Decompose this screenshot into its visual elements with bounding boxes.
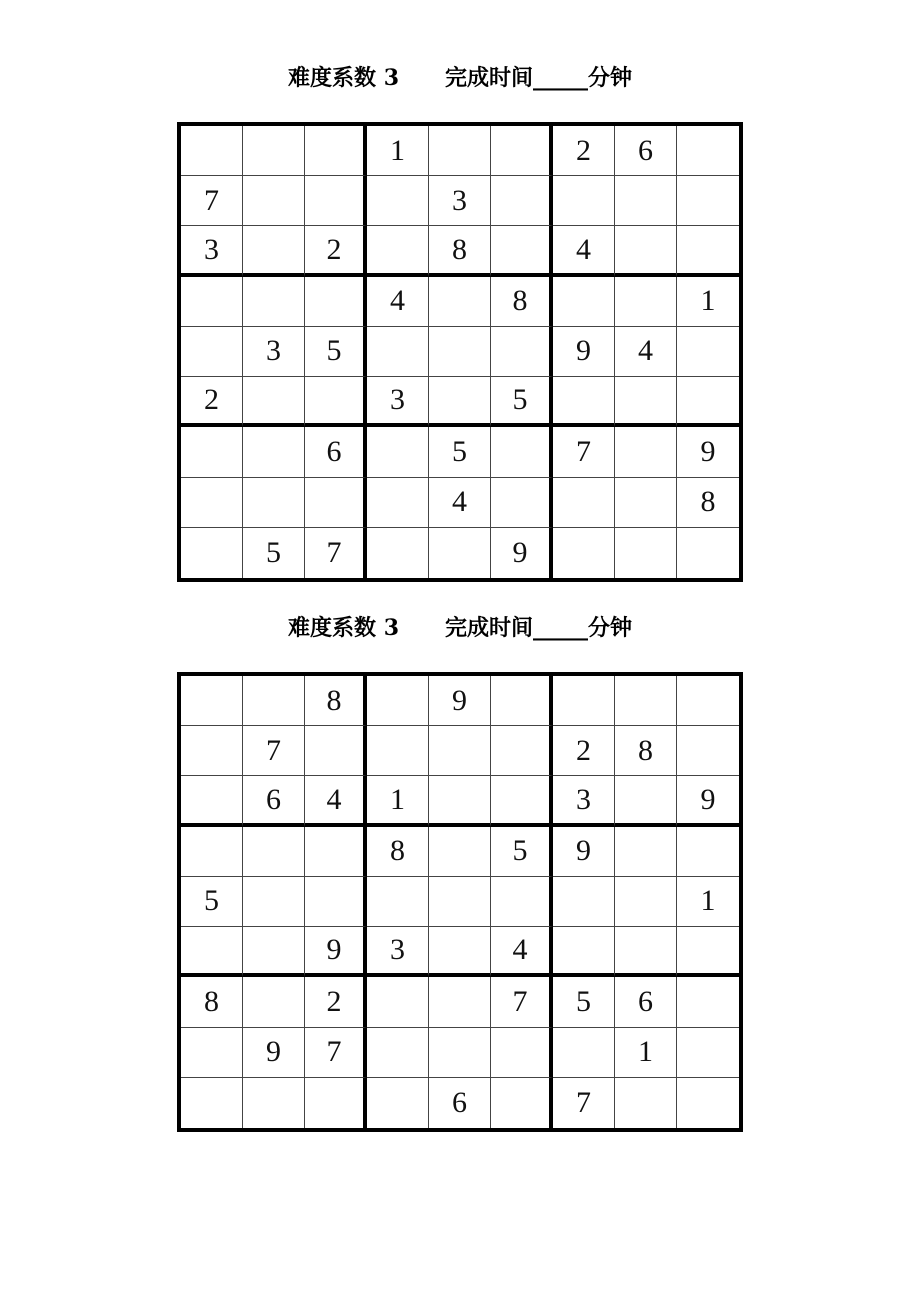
- sudoku-cell[interactable]: [429, 726, 491, 776]
- sudoku-cell[interactable]: [367, 977, 429, 1027]
- sudoku-cell[interactable]: [615, 877, 677, 927]
- sudoku-cell[interactable]: [367, 427, 429, 477]
- sudoku-cell[interactable]: [243, 226, 305, 276]
- sudoku-cell[interactable]: 4: [553, 226, 615, 276]
- sudoku-cell[interactable]: [243, 478, 305, 528]
- sudoku-cell[interactable]: [243, 427, 305, 477]
- sudoku-cell[interactable]: [243, 877, 305, 927]
- sudoku-cell[interactable]: 7: [243, 726, 305, 776]
- sudoku-cell[interactable]: [677, 528, 739, 578]
- sudoku-cell[interactable]: 3: [553, 776, 615, 826]
- sudoku-cell[interactable]: 3: [367, 377, 429, 427]
- sudoku-cell[interactable]: 7: [305, 1028, 367, 1078]
- sudoku-cell[interactable]: 8: [615, 726, 677, 776]
- sudoku-cell[interactable]: [491, 1028, 553, 1078]
- sudoku-cell[interactable]: [677, 126, 739, 176]
- sudoku-cell[interactable]: 7: [181, 176, 243, 226]
- sudoku-cell[interactable]: [491, 327, 553, 377]
- sudoku-cell[interactable]: [243, 676, 305, 726]
- sudoku-cell[interactable]: 9: [491, 528, 553, 578]
- sudoku-cell[interactable]: [181, 1028, 243, 1078]
- sudoku-cell[interactable]: [367, 676, 429, 726]
- sudoku-cell[interactable]: 4: [367, 277, 429, 327]
- sudoku-cell[interactable]: [181, 927, 243, 977]
- sudoku-cell[interactable]: [181, 676, 243, 726]
- sudoku-cell[interactable]: [181, 528, 243, 578]
- sudoku-cell[interactable]: 3: [367, 927, 429, 977]
- sudoku-cell[interactable]: [553, 676, 615, 726]
- sudoku-cell[interactable]: [429, 327, 491, 377]
- sudoku-cell[interactable]: [491, 726, 553, 776]
- sudoku-cell[interactable]: [243, 126, 305, 176]
- sudoku-cell[interactable]: [553, 176, 615, 226]
- sudoku-cell[interactable]: [243, 176, 305, 226]
- sudoku-cell[interactable]: [181, 776, 243, 826]
- sudoku-cell[interactable]: [429, 126, 491, 176]
- sudoku-cell[interactable]: 8: [491, 277, 553, 327]
- sudoku-cell[interactable]: 5: [491, 827, 553, 877]
- sudoku-cell[interactable]: [677, 1028, 739, 1078]
- sudoku-cell[interactable]: [367, 528, 429, 578]
- sudoku-cell[interactable]: [367, 327, 429, 377]
- sudoku-cell[interactable]: [491, 877, 553, 927]
- sudoku-cell[interactable]: 6: [429, 1078, 491, 1128]
- sudoku-cell[interactable]: 8: [677, 478, 739, 528]
- sudoku-cell[interactable]: [305, 277, 367, 327]
- sudoku-cell[interactable]: [677, 977, 739, 1027]
- sudoku-cell[interactable]: 3: [181, 226, 243, 276]
- sudoku-cell[interactable]: 7: [553, 427, 615, 477]
- sudoku-cell[interactable]: [491, 427, 553, 477]
- sudoku-cell[interactable]: 9: [553, 827, 615, 877]
- sudoku-cell[interactable]: 6: [243, 776, 305, 826]
- sudoku-cell[interactable]: [677, 226, 739, 276]
- sudoku-cell[interactable]: [181, 478, 243, 528]
- sudoku-cell[interactable]: [491, 776, 553, 826]
- sudoku-cell[interactable]: 7: [553, 1078, 615, 1128]
- sudoku-cell[interactable]: [181, 277, 243, 327]
- sudoku-cell[interactable]: [367, 478, 429, 528]
- sudoku-cell[interactable]: 5: [181, 877, 243, 927]
- sudoku-cell[interactable]: [491, 176, 553, 226]
- sudoku-cell[interactable]: 4: [305, 776, 367, 826]
- sudoku-cell[interactable]: [553, 277, 615, 327]
- sudoku-cell[interactable]: [677, 676, 739, 726]
- sudoku-cell[interactable]: 9: [243, 1028, 305, 1078]
- sudoku-cell[interactable]: [491, 478, 553, 528]
- puzzle-2-header: 难度系数 3 完成时间_____分钟: [288, 615, 632, 641]
- sudoku-cell[interactable]: 1: [367, 126, 429, 176]
- sudoku-cell[interactable]: [491, 676, 553, 726]
- sudoku-cell[interactable]: 1: [677, 877, 739, 927]
- sudoku-cell[interactable]: 8: [367, 827, 429, 877]
- sudoku-cell[interactable]: [305, 126, 367, 176]
- sudoku-cell[interactable]: [181, 427, 243, 477]
- sudoku-cell[interactable]: 8: [181, 977, 243, 1027]
- sudoku-cell[interactable]: [367, 877, 429, 927]
- sudoku-cell[interactable]: [367, 176, 429, 226]
- sudoku-cell[interactable]: 7: [491, 977, 553, 1027]
- sudoku-cell[interactable]: [615, 676, 677, 726]
- sudoku-cell[interactable]: 9: [677, 427, 739, 477]
- sudoku-cell[interactable]: 1: [615, 1028, 677, 1078]
- sudoku-cell[interactable]: [491, 126, 553, 176]
- sudoku-cell[interactable]: [553, 927, 615, 977]
- sudoku-cell[interactable]: [615, 528, 677, 578]
- sudoku-cell[interactable]: 6: [615, 126, 677, 176]
- sudoku-cell[interactable]: 5: [553, 977, 615, 1027]
- sudoku-cell[interactable]: [305, 827, 367, 877]
- sudoku-cell[interactable]: 9: [677, 776, 739, 826]
- sudoku-cell[interactable]: 2: [553, 726, 615, 776]
- sudoku-cell[interactable]: [243, 1078, 305, 1128]
- sudoku-cell[interactable]: 9: [429, 676, 491, 726]
- sudoku-grid-1: [177, 122, 743, 582]
- sudoku-cell[interactable]: [615, 226, 677, 276]
- sudoku-cell[interactable]: 5: [305, 327, 367, 377]
- sudoku-cell[interactable]: [677, 927, 739, 977]
- sudoku-cell[interactable]: [553, 478, 615, 528]
- puzzle-1-header: 难度系数 3 完成时间_____分钟: [288, 65, 632, 91]
- sudoku-cell[interactable]: [305, 377, 367, 427]
- sudoku-cell[interactable]: [305, 877, 367, 927]
- sudoku-cell[interactable]: [181, 1078, 243, 1128]
- sudoku-cell[interactable]: [677, 377, 739, 427]
- sudoku-cell[interactable]: [429, 827, 491, 877]
- sudoku-cell[interactable]: 1: [677, 277, 739, 327]
- sudoku-cell[interactable]: [181, 126, 243, 176]
- sudoku-cell[interactable]: 4: [491, 927, 553, 977]
- sudoku-cell[interactable]: 4: [615, 327, 677, 377]
- sudoku-cell[interactable]: [305, 726, 367, 776]
- sudoku-cell[interactable]: 2: [305, 977, 367, 1027]
- sudoku-grid-2: [177, 672, 743, 1132]
- sudoku-cell[interactable]: 2: [181, 377, 243, 427]
- sudoku-cell[interactable]: [677, 827, 739, 877]
- sudoku-cell[interactable]: [553, 377, 615, 427]
- sudoku-cell[interactable]: 6: [305, 427, 367, 477]
- sudoku-cell[interactable]: [305, 176, 367, 226]
- sudoku-cell[interactable]: [429, 977, 491, 1027]
- sudoku-cell[interactable]: [429, 927, 491, 977]
- sudoku-cell[interactable]: [243, 277, 305, 327]
- sudoku-cell[interactable]: 2: [553, 126, 615, 176]
- sudoku-cell[interactable]: [553, 528, 615, 578]
- sudoku-cell[interactable]: [429, 776, 491, 826]
- sudoku-cell[interactable]: 5: [491, 377, 553, 427]
- sudoku-cell[interactable]: [615, 827, 677, 877]
- sudoku-cell[interactable]: [367, 226, 429, 276]
- sudoku-cell[interactable]: [615, 927, 677, 977]
- sudoku-cell[interactable]: [677, 176, 739, 226]
- sudoku-cell[interactable]: [615, 277, 677, 327]
- sudoku-cell[interactable]: 9: [305, 927, 367, 977]
- sudoku-cell[interactable]: 3: [429, 176, 491, 226]
- sudoku-cell[interactable]: [615, 176, 677, 226]
- sudoku-cell[interactable]: [429, 528, 491, 578]
- sudoku-cell[interactable]: [181, 327, 243, 377]
- sudoku-cell[interactable]: [615, 377, 677, 427]
- sudoku-cell[interactable]: [491, 226, 553, 276]
- sudoku-cell[interactable]: 8: [429, 226, 491, 276]
- sudoku-cell[interactable]: 5: [429, 427, 491, 477]
- sudoku-cell[interactable]: [615, 1078, 677, 1128]
- sudoku-cell[interactable]: [429, 1028, 491, 1078]
- sudoku-cell[interactable]: [615, 427, 677, 477]
- sudoku-cell[interactable]: 5: [243, 528, 305, 578]
- sudoku-cell[interactable]: [677, 327, 739, 377]
- sudoku-cell[interactable]: 9: [553, 327, 615, 377]
- sudoku-cell[interactable]: 8: [305, 676, 367, 726]
- sudoku-cell[interactable]: [243, 927, 305, 977]
- sudoku-cell[interactable]: [243, 377, 305, 427]
- sudoku-cell[interactable]: [181, 827, 243, 877]
- sudoku-cell[interactable]: [305, 478, 367, 528]
- sudoku-cell[interactable]: [429, 377, 491, 427]
- sudoku-cell[interactable]: [181, 726, 243, 776]
- sudoku-cell[interactable]: [677, 726, 739, 776]
- sudoku-cell[interactable]: [243, 827, 305, 877]
- sudoku-cell[interactable]: 6: [615, 977, 677, 1027]
- sudoku-cell[interactable]: 2: [305, 226, 367, 276]
- sudoku-cell[interactable]: [367, 1078, 429, 1128]
- sudoku-cell[interactable]: [367, 1028, 429, 1078]
- sudoku-cell[interactable]: 3: [243, 327, 305, 377]
- sudoku-cell[interactable]: [615, 478, 677, 528]
- sudoku-cell[interactable]: [305, 1078, 367, 1128]
- sudoku-cell[interactable]: 7: [305, 528, 367, 578]
- sudoku-cell[interactable]: [429, 277, 491, 327]
- sudoku-cell[interactable]: 1: [367, 776, 429, 826]
- sudoku-cell[interactable]: [491, 1078, 553, 1128]
- sudoku-cell[interactable]: [429, 877, 491, 927]
- sudoku-cell[interactable]: 4: [429, 478, 491, 528]
- sudoku-cell[interactable]: [677, 1078, 739, 1128]
- sudoku-cell[interactable]: [615, 776, 677, 826]
- sudoku-cell[interactable]: [553, 877, 615, 927]
- sudoku-cell[interactable]: [367, 726, 429, 776]
- sudoku-cell[interactable]: [553, 1028, 615, 1078]
- sudoku-cell[interactable]: [243, 977, 305, 1027]
